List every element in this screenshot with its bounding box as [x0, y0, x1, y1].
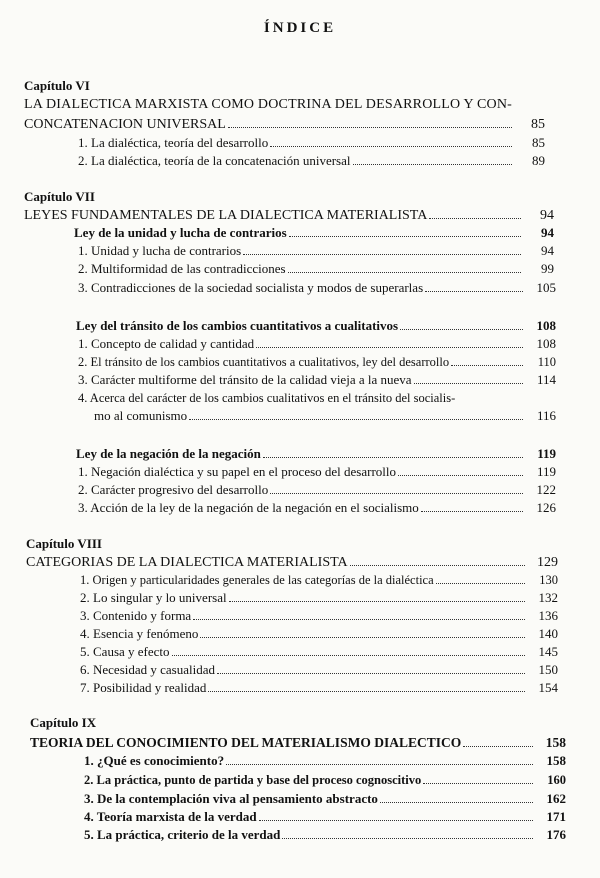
- entry-title: 2. El tránsito de los cambios cuantitativos a cualitativos, ley del desarrollo: [78, 355, 450, 369]
- leader-dots: [172, 642, 525, 656]
- entry-title: 2. Lo singular y lo universal: [80, 590, 227, 605]
- entry-title: 6. Necesidad y casualidad: [80, 662, 216, 677]
- leader-dots: [398, 462, 523, 476]
- leader-dots: [226, 751, 533, 765]
- toc-entry: [24, 114, 545, 133]
- entry-title: 2. Carácter progresivo del desarrollo: [78, 482, 269, 497]
- chapter-heading-cont: CONCATENACION UNIVERSAL: [24, 117, 226, 132]
- leader-dots: [423, 770, 533, 784]
- page-number: 108: [536, 318, 556, 333]
- toc-entry: [84, 751, 566, 770]
- leader-dots: [421, 498, 523, 512]
- page-number: 99: [541, 261, 554, 276]
- leader-dots: [259, 807, 533, 821]
- leader-dots: [436, 570, 525, 584]
- page-number: 154: [538, 680, 558, 695]
- toc-entry: [78, 278, 556, 297]
- page-number: 158: [545, 735, 566, 750]
- leader-dots: [270, 480, 523, 494]
- page-number: 122: [536, 482, 556, 497]
- toc-entry: [84, 825, 566, 844]
- page-number: 108: [536, 336, 556, 351]
- chapter-label: Capítulo IX: [30, 715, 97, 730]
- leader-dots: [350, 552, 525, 566]
- chapter-label: Capítulo VI: [24, 78, 90, 93]
- toc-entry: [94, 406, 556, 425]
- leader-dots: [256, 334, 523, 348]
- toc-entry: [84, 789, 566, 808]
- entry-title: 3. Contenido y forma: [80, 608, 192, 623]
- toc-entry: [84, 770, 566, 789]
- page-number: 140: [538, 626, 558, 641]
- entry-title: 1. Negación dialéctica y su papel en el proceso del desarrollo: [78, 464, 397, 479]
- page-number: 110: [537, 355, 556, 369]
- leader-dots: [282, 825, 533, 839]
- leader-dots: [425, 278, 523, 292]
- entry-title: 1. ¿Qué es conocimiento?: [84, 753, 225, 768]
- leader-dots: [451, 352, 523, 366]
- leader-dots: [263, 444, 523, 458]
- leader-dots: [289, 223, 521, 237]
- toc-entry: [74, 223, 554, 242]
- page-number: 89: [532, 153, 545, 168]
- entry-title: 4. Esencia y fenómeno: [80, 626, 199, 641]
- toc-entry: [78, 334, 556, 353]
- entry-title-cont: mo al comunismo: [94, 408, 188, 423]
- leader-dots: [400, 316, 523, 330]
- leader-dots: [208, 678, 525, 692]
- chapter-heading: LA DIALECTICA MARXISTA COMO DOCTRINA DEL DESARROLLO Y CON-: [24, 97, 513, 112]
- leader-dots: [463, 733, 533, 747]
- page-number: 160: [547, 773, 566, 787]
- leader-dots: [189, 406, 523, 420]
- entry-title: 2. Multiformidad de las contradicciones: [78, 261, 286, 276]
- page-number: 162: [546, 791, 566, 806]
- entry-title: 4. Acerca del carácter de los cambios cualitativos en el tránsito del socialis-: [78, 391, 456, 405]
- page-number: 150: [538, 662, 558, 677]
- toc-entry: [78, 151, 545, 170]
- page-number: 145: [538, 644, 558, 659]
- entry-title: 5. Causa y efecto: [80, 644, 170, 659]
- toc-entry: [78, 259, 554, 278]
- toc-entry: [80, 570, 558, 589]
- page-number: 94: [541, 225, 554, 240]
- leader-dots: [193, 606, 525, 620]
- page-number: 158: [546, 753, 566, 768]
- leader-dots: [243, 241, 521, 255]
- toc-entry: [84, 807, 566, 826]
- toc-entry: [78, 241, 554, 260]
- chapter-label: Capítulo VII: [24, 189, 95, 204]
- page-number: 119: [536, 464, 556, 479]
- toc-entry: [24, 205, 554, 224]
- toc-entry: [78, 462, 556, 481]
- leader-dots: [380, 789, 533, 803]
- toc-entry: [78, 498, 556, 517]
- page-number: 129: [537, 555, 558, 570]
- entry-title: 1. Origen y particularidades generales de las categorías de la dialéctica: [80, 573, 434, 587]
- toc-entry: [30, 733, 566, 752]
- page-title: ÍNDICE: [263, 20, 337, 36]
- section-title: Ley de la unidad y lucha de contrarios: [74, 225, 287, 240]
- entry-title: 1. La dialéctica, teoría del desarrollo: [78, 135, 269, 150]
- toc-entry: [26, 552, 558, 571]
- toc-entry: [80, 642, 558, 661]
- page-number: 136: [538, 608, 558, 623]
- leader-dots: [414, 370, 523, 384]
- page-number: 94: [540, 208, 554, 223]
- page-number: 130: [539, 573, 558, 587]
- entry-title: 4. Teoría marxista de la verdad: [84, 809, 257, 824]
- entry-title: 3. Contradicciones de la sociedad socialista y modos de superarlas: [78, 280, 424, 295]
- leader-dots: [217, 660, 525, 674]
- leader-dots: [200, 624, 525, 638]
- leader-dots: [353, 151, 513, 165]
- chapter-heading: LEYES FUNDAMENTALES DE LA DIALECTICA MATERIALISTA: [24, 208, 428, 223]
- page-number: 105: [536, 280, 556, 295]
- toc-entry: [78, 370, 556, 389]
- page-number: 119: [537, 446, 556, 461]
- entry-title: 3. Acción de la ley de la negación de la negación en el socialismo: [78, 500, 419, 515]
- page-number: 114: [536, 372, 556, 387]
- entry-title: 3. Carácter multiforme del tránsito de la calidad vieja a la nueva: [78, 372, 412, 387]
- page-number: 116: [536, 408, 556, 423]
- toc-entry: [80, 660, 558, 679]
- leader-dots: [429, 205, 521, 219]
- leader-dots: [288, 259, 521, 273]
- toc-entry: [78, 480, 556, 499]
- toc-entry: [80, 678, 558, 697]
- entry-title: 7. Posibilidad y realidad: [80, 680, 207, 695]
- page-number: 176: [546, 827, 566, 842]
- entry-title: 1. Concepto de calidad y cantidad: [78, 336, 255, 351]
- page-number: 85: [531, 117, 545, 132]
- toc-entry: [80, 624, 558, 643]
- page-number: 126: [536, 500, 556, 515]
- chapter-label: Capítulo VIII: [26, 536, 102, 551]
- toc-entry: [80, 606, 558, 625]
- chapter-heading: TEORIA DEL CONOCIMIENTO DEL MATERIALISMO DIALECTICO: [30, 735, 462, 750]
- section-title: Ley del tránsito de los cambios cuantitativos a cualitativos: [76, 318, 399, 333]
- leader-dots: [270, 133, 512, 147]
- entry-title: 5. La práctica, criterio de la verdad: [84, 827, 281, 842]
- toc-entry: [78, 352, 556, 371]
- leader-dots: [228, 114, 512, 128]
- toc-entry: [80, 588, 558, 607]
- leader-dots: [229, 588, 525, 602]
- page-number: 132: [538, 590, 558, 605]
- entry-title: 2. La práctica, punto de partida y base del proceso cognoscitivo: [84, 773, 422, 787]
- page-number: 171: [546, 809, 566, 824]
- toc-entry: [76, 444, 556, 463]
- chapter-heading: CATEGORIAS DE LA DIALECTICA MATERIALISTA: [26, 555, 348, 570]
- page-number: 94: [541, 243, 554, 258]
- entry-title: 1. Unidad y lucha de contrarios: [78, 243, 242, 258]
- entry-title: 3. De la contemplación viva al pensamiento abstracto: [84, 791, 378, 806]
- entry-title: 2. La dialéctica, teoría de la concatenación universal: [78, 153, 351, 168]
- section-title: Ley de la negación de la negación: [76, 446, 261, 461]
- toc-entry: [78, 133, 545, 152]
- page-number: 85: [532, 135, 545, 150]
- toc-entry: [76, 316, 556, 335]
